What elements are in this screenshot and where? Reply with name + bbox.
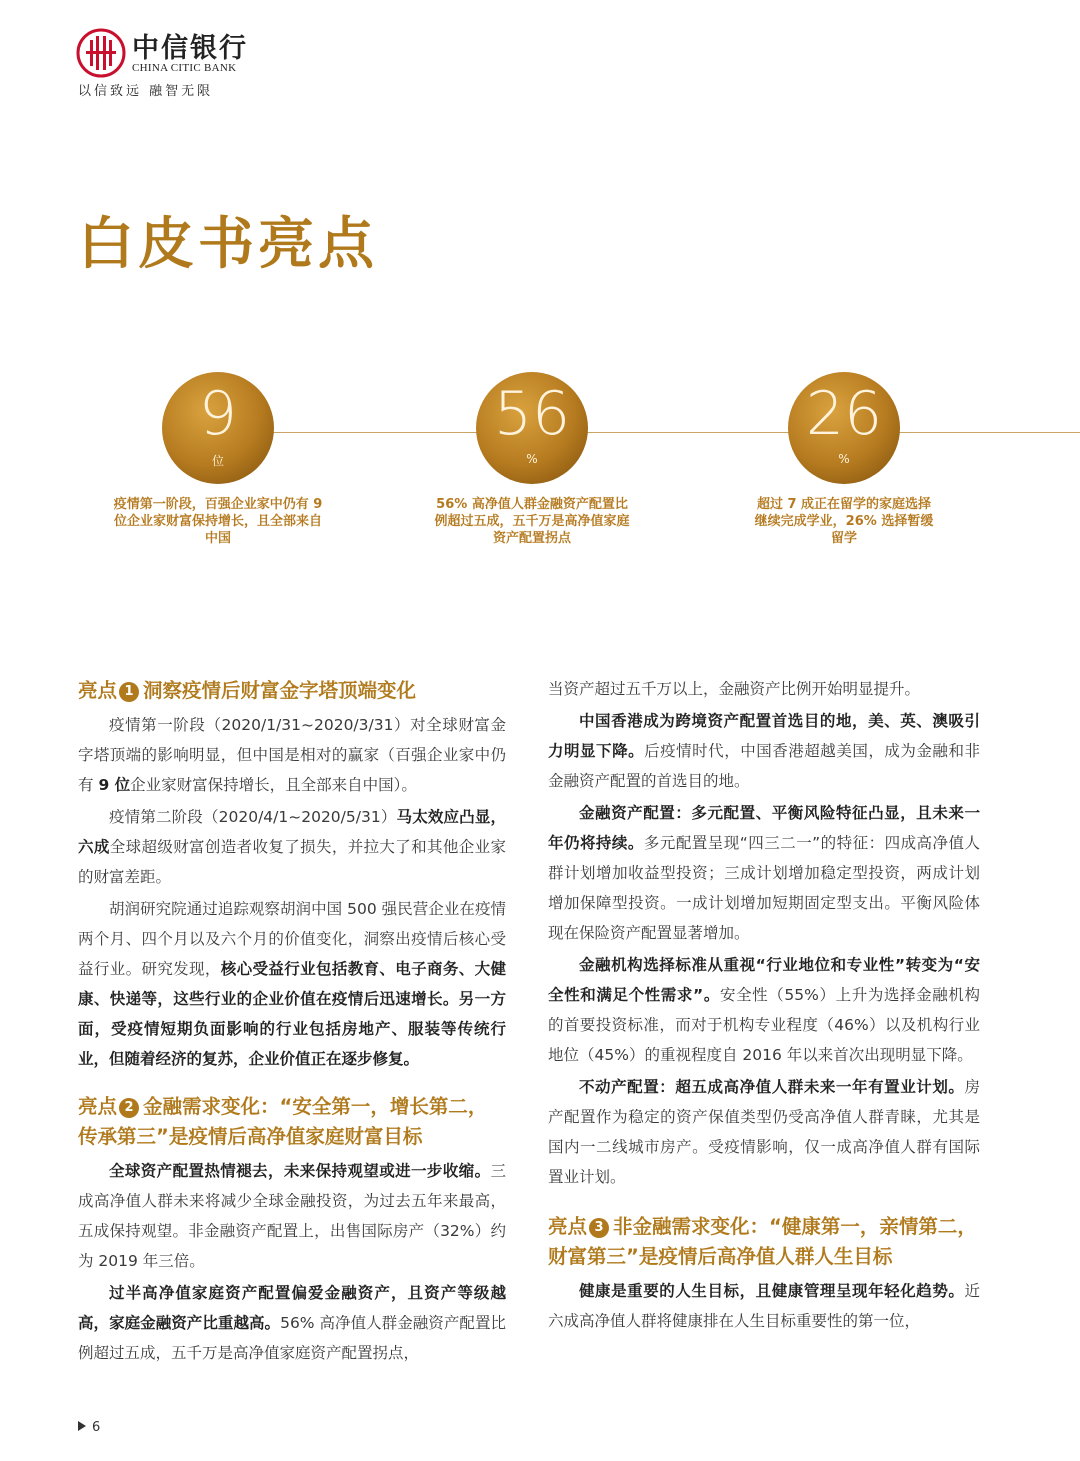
right-column bbox=[548, 674, 980, 1338]
highlight-title: 洞察疫情后财富金字塔顶端变化 bbox=[143, 679, 417, 702]
stat-item bbox=[714, 372, 974, 547]
highlight-title: 非金融需求变化：“健康第一，亲情第二，财富第三”是疫情后高净值人群人生目标 bbox=[548, 1215, 977, 1268]
bank-slogan: 以信致远 融智无限 bbox=[78, 84, 214, 99]
stat-number: 26 bbox=[805, 379, 883, 449]
paragraph: 胡润研究院通过追踪观察胡润中国 500 强民营企业在疫情两个月、四个月以及六个月的价值变化，洞察出疫情后核心受益行业。研究发现，核心受益行业包括教育、电子商务、大健康、快递等，这些行业的企业价值在疫情后迅速增长。另一方面，受疫情短期负面影响的行业包括房地产、服装等传统行业，但随着经济的复苏，企业价值正在逐步修复。 bbox=[78, 900, 506, 1068]
bank-logo bbox=[76, 22, 276, 102]
highlight-label: 亮点 bbox=[548, 1215, 588, 1238]
paragraph: 金融机构选择标准从重视“行业地位和专业性”转变为“安全性和满足个性需求”。安全性（55%）上升为选择金融机构的首要投资标准，而对于机构专业程度（46%）以及机构行业地位（45%）的重视程度自 2016 年以来首次出现明显下降。 bbox=[548, 956, 980, 1064]
paragraph: 健康是重要的人生目标，且健康管理呈现年轻化趋势。近六成高净值人群将健康排在人生目标重要性的第一位， bbox=[548, 1282, 980, 1330]
stat-number: 56 bbox=[493, 379, 571, 449]
stat-unit: % bbox=[526, 452, 538, 466]
stat-description: 疫情第一阶段，百强企业家中仍有 9 位企业家财富保持增长，且全部来自中国 bbox=[113, 497, 323, 546]
paragraph: 中国香港成为跨境资产配置首选目的地，美、英、澳吸引力明显下降。后疫情时代，中国香港超越美国，成为金融和非金融资产配置的首选目的地。 bbox=[548, 712, 980, 790]
paragraph: 疫情第一阶段（2020/1/31~2020/3/31）对全球财富金字塔顶端的影响明显，但中国是相对的赢家（百强企业家中仍有 9 位企业家财富保持增长，且全部来自中国）。 bbox=[78, 716, 506, 794]
highlight-1-heading bbox=[78, 676, 506, 706]
left-column bbox=[78, 676, 506, 1370]
highlight-number-badge: 1 bbox=[119, 682, 139, 702]
paragraph: 当资产超过五千万以上，金融资产比例开始明显提升。 bbox=[548, 680, 921, 698]
stat-description: 56% 高净值人群金融资产配置比例超过五成，五千万是高净值家庭资产配置拐点 bbox=[434, 497, 630, 546]
paragraph: 不动产配置：超五成高净值人群未来一年有置业计划。房产配置作为稳定的资产保值类型仍受高净值人群青睐，尤其是国内一二线城市房产。受疫情影响，仅一成高净值人群有国际置业计划。 bbox=[548, 1078, 980, 1186]
stat-description: 超过 7 成正在留学的家庭选择继续完成学业，26% 选择暂缓留学 bbox=[754, 497, 934, 546]
bank-name-en: CHINA CITIC BANK bbox=[132, 62, 237, 74]
highlight-label: 亮点 bbox=[78, 1095, 118, 1118]
citic-emblem-icon bbox=[76, 28, 126, 78]
highlight-3-heading bbox=[548, 1212, 980, 1272]
paragraph: 过半高净值家庭资产配置偏爱金融资产，且资产等级越高，家庭金融资产比重越高。56% 高净值人群金融资产配置比例超过五成，五千万是高净值家庭资产配置拐点， bbox=[78, 1284, 506, 1362]
page-number: 6 bbox=[92, 1420, 101, 1435]
highlight-label: 亮点 bbox=[78, 679, 118, 702]
page-title: 白皮书亮点 bbox=[78, 212, 378, 277]
triangle-right-icon bbox=[78, 1421, 86, 1431]
paragraph: 金融资产配置：多元配置、平衡风险特征凸显，且未来一年仍将持续。多元配置呈现“四三二一”的特征：四成高净值人群计划增加收益型投资；三成计划增加稳定型投资，两成计划增加保障型投资。一成计划增加短期固定型支出。平衡风险体现在保险资产配置显著增加。 bbox=[548, 804, 980, 942]
stat-item bbox=[402, 372, 662, 547]
stat-circle bbox=[476, 372, 588, 484]
paragraph: 全球资产配置热情褪去，未来保持观望或进一步收缩。三成高净值人群未来将减少全球金融投资，为过去五年来最高，五成保持观望。非金融资产配置上，出售国际房产（32%）约为 2019 年三倍。 bbox=[78, 1162, 506, 1270]
stat-circle bbox=[788, 372, 900, 484]
stat-unit: % bbox=[838, 452, 850, 466]
stat-number: 9 bbox=[198, 379, 238, 449]
highlight-2-heading bbox=[78, 1092, 506, 1152]
highlight-number-badge: 2 bbox=[119, 1098, 139, 1118]
stat-item bbox=[88, 372, 348, 547]
stat-unit: 位 bbox=[211, 454, 224, 468]
paragraph: 疫情第二阶段（2020/4/1~2020/5/31）马太效应凸显，六成全球超级财富创造者收复了损失，并拉大了和其他企业家的财富差距。 bbox=[78, 808, 506, 886]
highlight-title: 金融需求变化：“安全第一，增长第二，传承第三”是疫情后高净值家庭财富目标 bbox=[78, 1095, 488, 1148]
stat-circle bbox=[162, 372, 274, 484]
bank-name-cn: 中信银行 bbox=[132, 33, 248, 64]
page-footer bbox=[78, 1420, 100, 1435]
highlight-number-badge: 3 bbox=[589, 1218, 609, 1238]
